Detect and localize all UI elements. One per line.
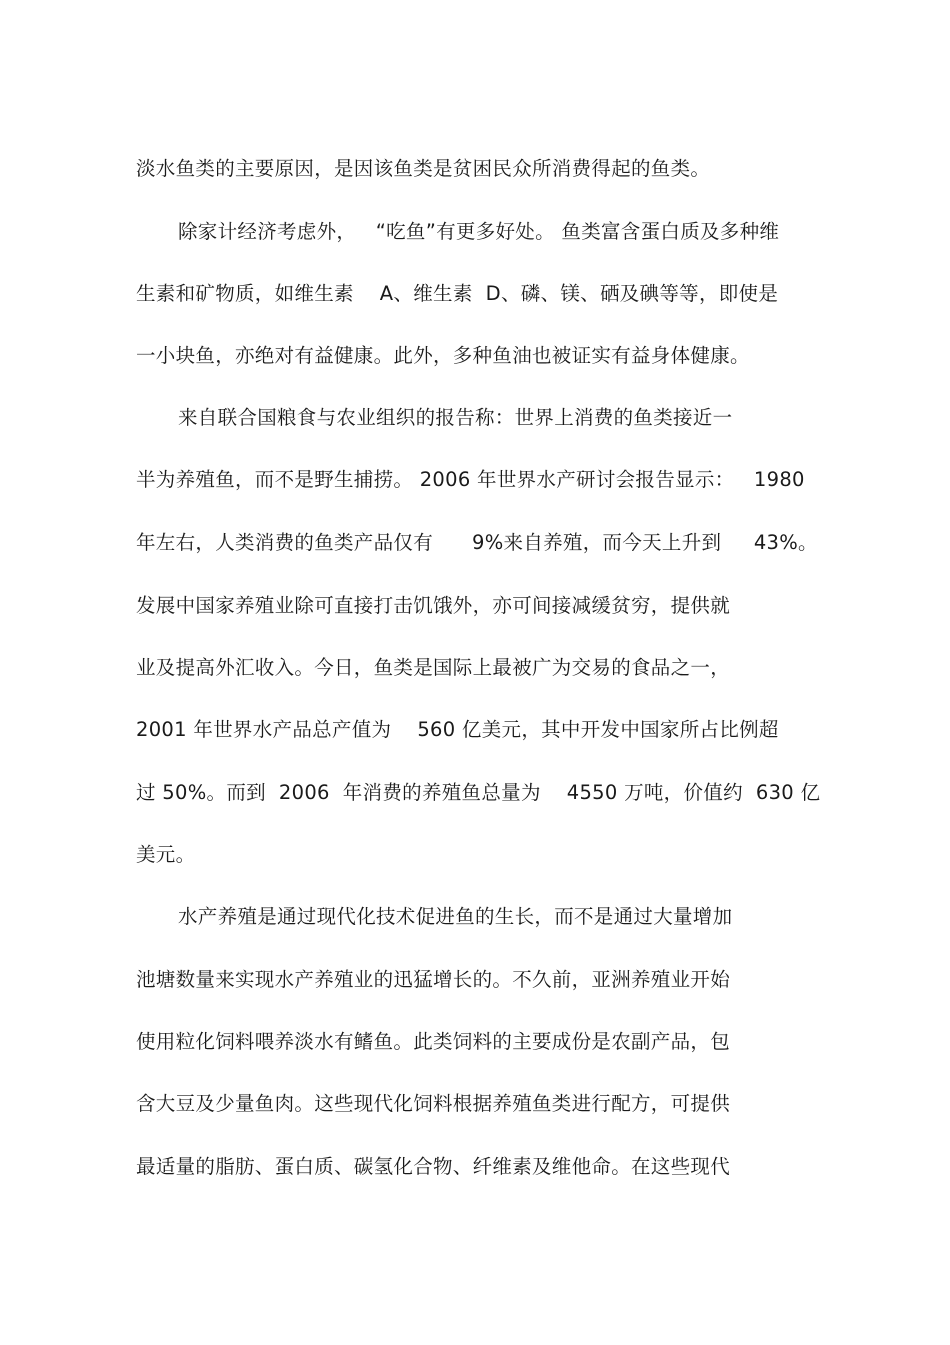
text-line: 一小块鱼，亦绝对有益健康。此外，多种鱼油也被证实有益身体健康。 [136,344,750,367]
text-line: 含大豆及少量鱼肉。这些现代化饲料根据养殖鱼类进行配方，可提供 [136,1092,731,1115]
text-line: 使用粒化饲料喂养淡水有鳍鱼。此类饲料的主要成份是农副产品，包 [136,1030,731,1053]
text-line: 水产养殖是通过现代化技术促进鱼的生长，而不是通过大量增加 [178,905,733,928]
text-line: 业及提高外汇收入。今日，鱼类是国际上最被广为交易的食品之一， [136,656,731,679]
text-line: 生素和矿物质，如维生素 A、维生素 D、磷、镁、硒及碘等等，即使是 [136,282,779,305]
text-line: 淡水鱼类的主要原因，是因该鱼类是贫困民众所消费得起的鱼类。 [136,157,711,180]
text-line: 发展中国家养殖业除可直接打击饥饿外，亦可间接减缓贫穷，提供就 [136,594,731,617]
text-line: 半为养殖鱼，而不是野生捕捞。 2006 年世界水产研讨会报告显示： 1980 [136,468,805,491]
text-line: 年左右，人类消费的鱼类产品仅有 9%来自养殖，而今天上升到 43%。 [136,531,818,554]
text-line: 2001 年世界水产品总产值为 560 亿美元，其中开发中国家所占比例超 [136,718,779,741]
text-line: 美元。 [136,843,196,866]
text-line: 来自联合国粮食与农业组织的报告称：世界上消费的鱼类接近一 [178,406,733,429]
text-line: 除家计经济考虑外， “吃鱼”有更多好处。 鱼类富含蛋白质及多种维 [178,220,780,243]
text-line: 池塘数量来实现水产养殖业的迅猛增长的。不久前，亚洲养殖业开始 [136,968,731,991]
text-line: 最适量的脂肪、蛋白质、碳氢化合物、纤维素及维他命。在这些现代 [136,1155,731,1178]
text-line: 过 50%。而到 2006 年消费的养殖鱼总量为 4550 万吨，价值约 630 亿 [136,781,821,804]
